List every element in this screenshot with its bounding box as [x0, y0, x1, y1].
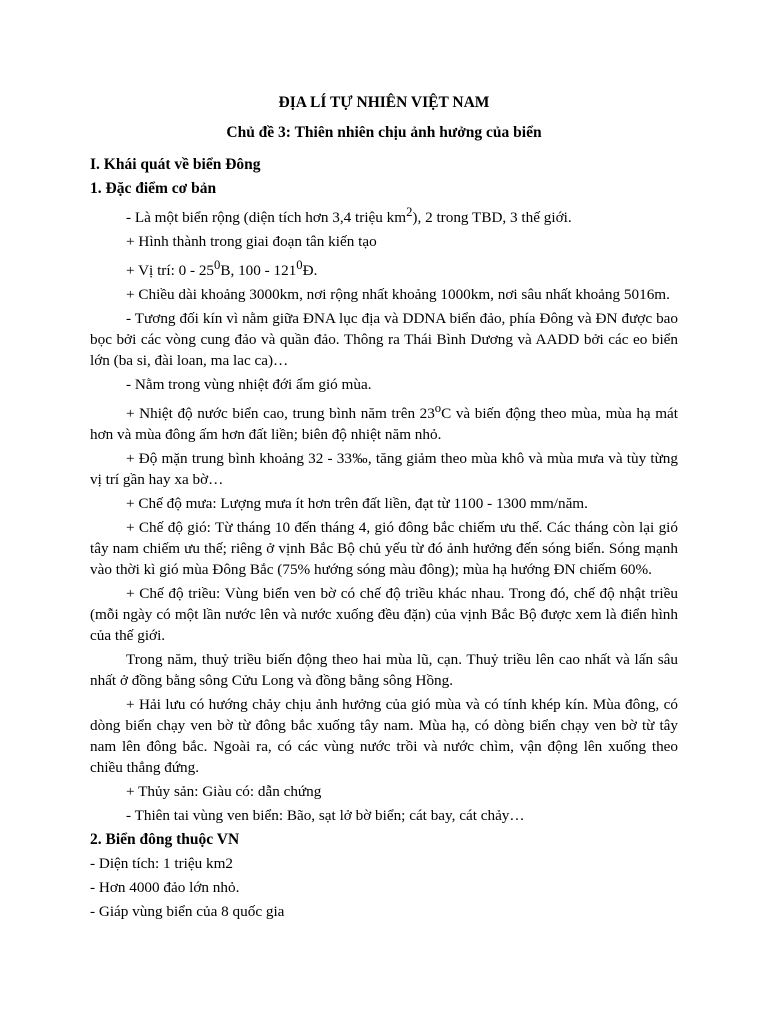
superscript: o [434, 401, 442, 416]
superscript: 2 [406, 205, 413, 219]
paragraph-currents: + Hải lưu có hướng chảy chịu ảnh hưởng của gió mùa và có tính khép kín. Mùa đông, có dòng biển chạy ven bờ từ đông bắc xuống tây nam. Mùa hạ, có dòng biển chạy ven bờ từ tây nam lên đông bắc. Ngoài ra, có các vùng nước trồi và nước chìm, vận động lên xuống theo chiều thẳng đứng. [90, 696, 678, 777]
paragraph-formation: + Hình thành trong giai đoạn tân kiến tạo [126, 233, 377, 251]
text-run: + Vị trí: 0 - 25 [126, 262, 215, 280]
paragraph-temperature [90, 398, 678, 445]
subsection-heading-1: 1. Đặc điểm cơ bản [90, 180, 217, 197]
superscript: 0 [214, 258, 221, 273]
paragraph-tide: + Chế độ triều: Vùng biển ven bờ có chế độ triều khác nhau. Trong đó, chế độ nhật triều (mỗi ngày có một lần nước lên và nước xuống đều đặn) của vịnh Bắc Bộ được xem là điển hình của thế giới. [90, 585, 678, 645]
paragraph-enclosure: - Tương đối kín vì nằm giữa ĐNA lục địa và DDNA biển đảo, phía Đông và ĐN được bao bọc bởi các vòng cung đảo và quần đảo. Thông ra Thái Bình Dương và AADD bởi các eo biển lớn (ba si, đài loan, ma lac ca)… [90, 310, 678, 370]
paragraph-wind: + Chế độ gió: Từ tháng 10 đến tháng 4, gió đông bắc chiếm ưu thế. Các tháng còn lại gió tây nam chiếm ưu thế; riêng ở vịnh Bắc Bộ chủ yếu từ đó ảnh hưởng đến sóng biển. Sóng mạnh vào thời kì gió mùa Đông Bắc (75% hướng sóng màu đông); mùa hạ hướng ĐN chiếm 60%. [90, 519, 678, 579]
paragraph-area [90, 202, 678, 228]
text-run: - Là một biển rộng (diện tích hơn 3,4 triệu km [126, 209, 407, 227]
superscript: 0 [296, 258, 303, 273]
list-item: - Hơn 4000 đảo lớn nhỏ. [90, 879, 240, 897]
paragraph-fisheries: + Thủy sản: Giàu có: dẫn chứng [126, 783, 322, 801]
paragraph-hazards: - Thiên tai vùng ven biển: Bão, sạt lở bờ biển; cát bay, cát chảy… [126, 807, 525, 825]
subsection-heading-2: 2. Biển đông thuộc VN [90, 831, 240, 849]
text-run: B, 100 - 121 [220, 262, 297, 280]
paragraph-position [90, 255, 678, 281]
list-item: - Diện tích: 1 triệu km2 [90, 855, 233, 873]
paragraph-rainfall: + Chế độ mưa: Lượng mưa ít hơn trên đất liền, đạt từ 1100 - 1300 mm/năm. [126, 495, 588, 513]
document-title: ĐỊA LÍ TỰ NHIÊN VIỆT NAM [278, 94, 490, 111]
paragraph-climate-zone: - Nằm trong vùng nhiệt đới ẩm gió mùa. [126, 376, 372, 394]
paragraph-tide-seasons: Trong năm, thuỷ triều biến động theo hai mùa lũ, cạn. Thuỷ triều lên cao nhất và lấn sâu nhất ở đồng bằng sông Cửu Long và đồng bằng sông Hồng. [90, 651, 678, 690]
paragraph-salinity: + Độ mặn trung bình khoảng 32 - 33‰, tăng giảm theo mùa khô và mùa mưa và tùy từng vị trí gần hay xa bờ… [90, 450, 678, 489]
list-item: - Giáp vùng biển của 8 quốc gia [90, 903, 285, 921]
text-run: Đ. [302, 262, 318, 280]
text-run: ), 2 trong TBD, 3 thế giới. [412, 209, 572, 227]
paragraph-length: + Chiều dài khoảng 3000km, nơi rộng nhất khoảng 1000km, nơi sâu nhất khoảng 5016m. [126, 286, 670, 304]
text-run: + Nhiệt độ nước biển cao, trung bình năm trên 23 [126, 405, 435, 423]
document-subtitle: Chủ đề 3: Thiên nhiên chịu ảnh hưởng của biển [226, 124, 542, 141]
section-heading-1: I. Khái quát về biển Đông [90, 156, 261, 173]
text-run: C và biến động theo mùa, mùa hạ mát hơn và mùa đông ấm hơn đất liền; biên độ nhiệt năm nhỏ. [90, 405, 678, 444]
